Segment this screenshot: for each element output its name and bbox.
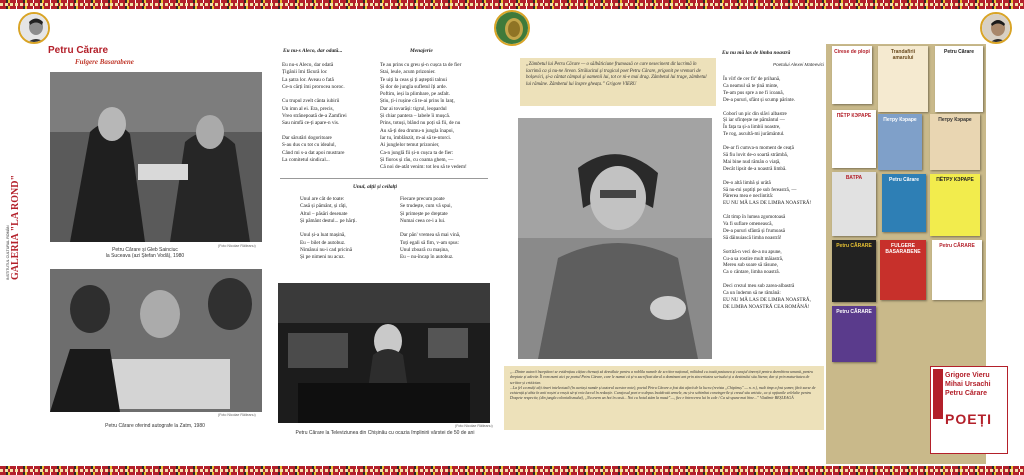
photo-handshake [50,72,262,242]
book-cover-title: Petru Cărare [943,49,974,55]
ornamental-border-top [0,0,1024,9]
poem3-text-b: Fiecare precum poate Se trudește, cum vă spui, Și primește pe dreptate Numai ceea ce-i a lui. Dar păn' vremea să mai vină, Toți egali să fim, v-am spus: Unul zboară cu mașina, Eu – nu-încap în autobuz. [400,196,461,261]
quote-box-besleaga [504,366,824,430]
poem1-title: Eu nu-s Aleco, dar odată... [283,48,343,54]
poem-limba-text: În vîrf de cer fir' de prihană, Ca neamul să te țină minte, Te-am pus spre a ne fi icoană, De-a pururi, sfânt și scump părinte. Coborî un pic din slăvi albastre Și iar sfințește ne pământul — În fața ta și-a limbii noastre, Te rog, ascultă-mi jurământul. De-ar fi cumva-n moment de ceață Să fiu lovit de-o soartă strâmbă, Mai bine nud rămân o viață, Decât lipsit de-a noastră limbă. De-o altă limbă și urâtă Să nu-mi șoptiți pe sub fereastră, — Părerea mea e neclintită: EU NU MĂ LAS DE LIMBA NOASTRĂ! Cât timp în lumea zgomotoasă Va fi suflare omenească, De-a pururi sfântă și frumoasă Să dăinuiască limba noastră! Sortită-n veci de-a nu apune, Cu-a sa rostire mult măiastră, Mereu sub soare să răsune, Ca o cântare, limba noastră. Deci crezul meu sub zarea-albastră Ca un îndemn să ne rămână: EU NU MĂ LAS DE LIMBA NOASTRĂ, DE LIMBA NOASTRĂ CEA ROMÂNĂ! [723,76,812,310]
book-cover [930,174,980,236]
photo-television [278,283,490,423]
poem3-text-a: Unul are cât de toate: Casă și pământ, și răți, Altul – păsări desenate Și pământ destul... pe hărți. Unul și-a luat mașină, Eu – bilet de autobuz. Nimănui nu-i cad pricină Și pe nimeni nu acuz. [300,196,357,261]
book-cover-title: ПЁТР КЭРАРЕ [836,113,872,119]
photo-caption-1: Petru Cărare și Gleb Sainciuc la Suceava (azi Ștefan Vodă), 1980 [105,247,185,259]
poem2-text: Te au prins cu greu și-n cușca ta de fier Stai, leule, acum prizonier. Te uiți la ceas și ți așteptii talnui Și dor de jungla sufletul îți arde. Poftim, ieși la plimbare, pe asfalt. Știu, ți-i rușine că te-ai prins în lanț, Dar ai tovarăși: tigrul, leopardul Și chiar pantera – labele îi mușcă. Prins, totuși, blând nu poți să fii, de nu Au să-ți dea drumu-n jungla înapoi, Iar tu, îmblânzit, m-ai să te-ntorci. Ai junglelor temut prizonier, Ca-n junglă fii și-n cușca ta de fier: Și fioros și rău, cu coama ghem, — Că noi de-atât venim: tot leu să te vedem! [380,62,467,171]
quote-vieru-text: „Zâmbetul lui Petru Cărare — o sălbăticiune frumoasă ce care nesecinent dit lacrimă în lacrimă ca și nu-ne lireon. Strălucitul și tragicul poet Petru Cărare, prigonit pe vremuri de bolșevici, și-a cântat câmpul și oamenii lui, tot ce ni-e mai drag. Zâmbetul lui trage, zâmbetul lui rămâne. Zâmbetul lui înspre gheața.” Grigore VIERU [526,62,707,87]
book-cover-title: ПЁТРУ КЭРАРЕ [936,177,974,183]
photo-caption-3: Petru Cărare la Televiziunea din Chișinău cu ocazia împlinirii vârstei de 50 de ani [295,430,475,436]
author-portrait-right [980,12,1012,44]
author-name-title: Petru Cărare [48,45,109,56]
photo-caption-2: Petru Cărare oferind autografe la Zatm, 1980 [105,423,205,429]
book-cover-title: Petru CĂRARE [836,243,872,249]
logo-line-ursachi: Mihai Ursachi [945,381,991,388]
logo-gallery-text: GALERIA "LA ROND" [10,174,21,280]
book-cover-title: ВАТРА [845,175,863,181]
book-cover-title: FULGERE BASARABENE [885,243,921,255]
book-cover-title: Петру Кэраре [938,117,972,123]
photo-credit-1: (Foto Nicolae Răileanu) [218,244,256,248]
book-cover-title: Petru CĂRARE [836,309,872,315]
book-cover [878,114,922,170]
gallery-logo [0,174,42,300]
quote-box-vieru [520,58,716,106]
book-cover [832,172,876,236]
ornamental-border-bottom [0,466,1024,475]
quote-besleaga-text: „...Dintre autorii începători se evidențiau câțiva chemați să dezvăluie pentru a noblila numele de scriitor național, militând cu toată pasiunea și curajul tinereții pentru dezrobirea umană, pentru dreptate și adevăr. Îl vom numi aici pe poetul Petru Cărare, care le numai că și-a sacrificat darul a dominant ant prin sinceritatea scrisului și a destinului său literar, dar și prin maturitatea de scriitor și crtitician. ...La fel ca mulți alți tineri intelectuali (în aceiași număr și autorul acestor note), poetul Petru Cărare a fost dat afară de la lucru (revista „Chipăruș" — n. n.), mult timp a fost șomer, fără surse de existență și abia în anii noștri a reușit să-și reia lucrul în redacție. Curajosul poet n-a depus încădrată armele, nu și-a schimbat convingerile și crezul său artistic, ca și opțiunile celelalte pentru Dospete respectiv, (din jungla colonialismului), „Nu avem un hot în casă... Noi cu hotul stăm la masă”—, fiec e întrecerea lui în cale / Ca să spune mai bine...” Vladimir BEȘLEAGĂ [510,370,816,401]
photo-old-poet [518,118,712,359]
book-cover [832,306,876,362]
poem-limba-title: Eu nu mă las de limba noastră [722,50,791,56]
logo-institute-text: INSTITUTUL CULTURAL ROMÂN [6,225,10,280]
book-cover [932,240,982,300]
author-portrait-center [494,10,530,46]
section-subtitle: Fulgere Basarabene [75,58,134,66]
book-cover-title: Петру Кэраре [883,117,917,123]
series-logo [930,366,1008,454]
book-cover [935,46,983,112]
logo-line-carare: Petru Cărare [945,390,988,397]
photo-autographs [50,269,262,412]
book-cover [882,174,926,232]
poem-dedication: Poetului Alexei Mateevici [773,62,824,67]
poem1-text: Eu nu-s Aleco, dar odată Țigănii îmi făcură loc La șatra lor. Aveau o fată Ce-n cărți îmi prorocea noroc. Cu trupul zvelt cânta iubirii Un imn al ei. Era, precis, Vreo strănepoată de-a Zamfirei Sau nimfă ce-ți apare-n vis. Dar sărutări dogoritoare S-au dus cu tot cu idealul, Când mi s-a dat apoi mustrare La comitetul sindical... [282,62,347,163]
logo-poeti: POEȚI [945,411,993,427]
poem3-title: Unul, alții și ceilalți [353,184,398,190]
book-cover-title: Petru Cărare [888,177,919,183]
divider [280,178,488,179]
author-portrait-left [18,12,50,44]
book-cover-title: Petru CĂRARE [939,243,975,249]
book-cover-title: Trandafirii amarului [890,49,916,61]
book-cover [832,46,872,104]
book-cover [930,114,980,170]
book-cover [832,240,876,302]
book-cover [880,240,926,300]
book-cover-title: Cirese de plopi [834,49,870,55]
photo-credit-2: (Foto Nicolae Răileanu) [218,413,256,417]
poem2-title: Menajerie [410,48,433,54]
book-cover [878,46,928,112]
logo-line-vieru: Grigore Vieru [945,372,990,379]
photo-credit-3: (Foto Nicolae Răileanu) [455,424,493,428]
book-cover [832,110,876,168]
